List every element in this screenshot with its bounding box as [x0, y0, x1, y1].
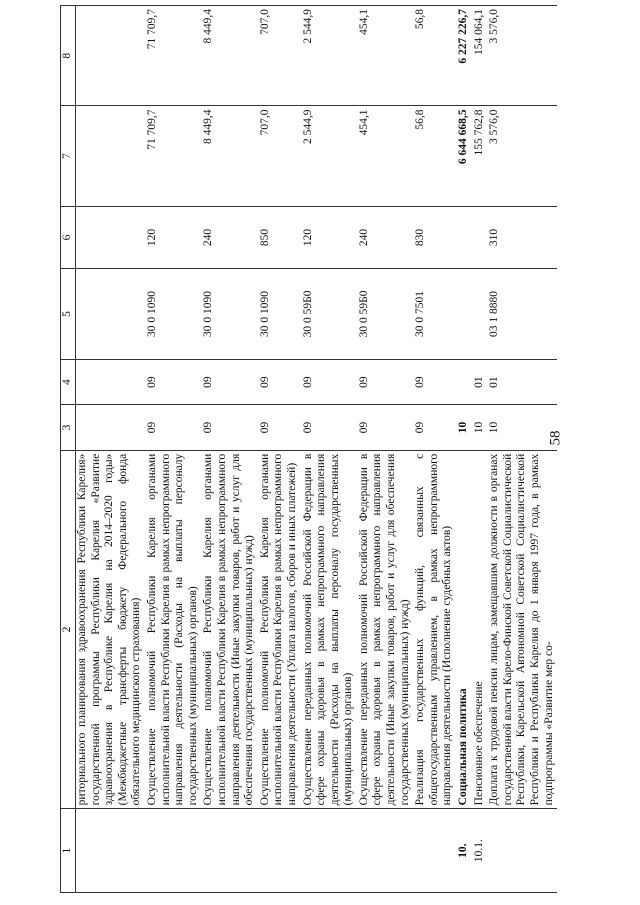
column-header: 5 — [61, 269, 76, 360]
row-number — [487, 809, 557, 893]
row-number — [357, 809, 413, 893]
row-expense-type: 120 — [301, 206, 357, 268]
column-header: 3 — [61, 405, 76, 450]
row-number — [301, 809, 357, 893]
row-section-code: 09 — [145, 359, 201, 404]
row-section-code — [76, 359, 145, 404]
row-amount-2019: 454,1 — [357, 106, 413, 206]
row-section-code — [456, 359, 472, 404]
row-target-code: 03 1 8880 — [487, 269, 557, 360]
row-amount-2019: 707,0 — [258, 106, 301, 206]
row-amount-2020: 707,0 — [258, 6, 301, 106]
row-number: 10. — [456, 809, 472, 893]
row-name: Осуществление полномочий Республики Карелия органами исполнительной власти Республики Карелия в рамках непрограммного направления деятельности (Уплата налогов, сборов и иных платежей) — [258, 450, 301, 809]
row-target-code: 30 0 1090 — [258, 269, 301, 360]
row-ved-code: 10 — [472, 405, 488, 450]
table-row — [258, 6, 301, 893]
row-number — [258, 809, 301, 893]
column-number-header — [61, 6, 76, 893]
row-amount-2019: 71 709,7 — [145, 106, 201, 206]
row-target-code — [456, 269, 472, 360]
row-expense-type: 240 — [201, 206, 257, 268]
row-number: 10.1. — [472, 809, 488, 893]
column-header: 4 — [61, 359, 76, 404]
row-amount-2019 — [76, 106, 145, 206]
column-header: 2 — [61, 450, 76, 809]
budget-table — [60, 5, 557, 893]
row-amount-2019: 155 762,8 — [472, 106, 488, 206]
row-amount-2019: 2 544,9 — [301, 106, 357, 206]
row-amount-2020 — [76, 6, 145, 106]
row-ved-code: 10 — [487, 405, 557, 450]
row-name: Осуществление полномочий Республики Карелия органами исполнительной власти Республики Карелия в рамках непрограммного направления деятельности (Расходы на выплаты персоналу государственных (муниципальных) органов) — [145, 450, 201, 809]
row-ved-code: 09 — [145, 405, 201, 450]
row-target-code: 30 0 7501 — [413, 269, 456, 360]
row-amount-2020: 71 709,7 — [145, 6, 201, 106]
column-header: 8 — [61, 6, 76, 106]
row-target-code: 30 0 59Б0 — [301, 269, 357, 360]
table-row — [472, 6, 488, 893]
table-row — [357, 6, 413, 893]
row-number — [413, 809, 456, 893]
row-amount-2019: 8 449,4 — [201, 106, 257, 206]
table-row — [201, 6, 257, 893]
row-expense-type — [456, 206, 472, 268]
budget-table-container — [60, 5, 622, 893]
row-section-code: 09 — [357, 359, 413, 404]
row-section-code: 09 — [301, 359, 357, 404]
row-amount-2020: 8 449,4 — [201, 6, 257, 106]
row-name: Пенсионное обеспечение — [472, 450, 488, 809]
row-name: Реализация государственных функций, связанных с общегосударственным управлением, в рамках непрограммного направления деятельности (Исполнение судебных актов) — [413, 450, 456, 809]
row-expense-type: 850 — [258, 206, 301, 268]
row-expense-type — [472, 206, 488, 268]
table-body — [76, 6, 558, 893]
row-amount-2020: 6 227 226,7 — [456, 6, 472, 106]
row-target-code: 30 0 1090 — [145, 269, 201, 360]
row-name: Осуществление переданных полномочий Российской Федерации в сфере охраны здоровья в рамках непрограммного направления деятельности (Иные закупки товаров, работ и услуг для обеспечения государственных (муниципальных) нужд) — [357, 450, 413, 809]
row-target-code — [76, 269, 145, 360]
row-name: риториального планирования здравоохранения Республики Карелия» государственной программы Республики Карелия «Развитие здравоохранения в Республике Карелия на 2014–2020 годы» (Межбюджетные трансферты бюджету Федерального фонда обязательного медицинского страхования) — [76, 450, 145, 809]
row-amount-2019: 6 644 668,5 — [456, 106, 472, 206]
row-expense-type: 310 — [487, 206, 557, 268]
row-amount-2020: 3 576,0 — [487, 6, 557, 106]
row-ved-code: 09 — [357, 405, 413, 450]
table-row — [456, 6, 472, 893]
row-amount-2020: 56,8 — [413, 6, 456, 106]
row-amount-2020: 154 064,1 — [472, 6, 488, 106]
row-name: Социальная политика — [456, 450, 472, 809]
row-section-code: 09 — [413, 359, 456, 404]
row-target-code — [472, 269, 488, 360]
table-row — [413, 6, 456, 893]
row-expense-type — [76, 206, 145, 268]
row-section-code: 09 — [258, 359, 301, 404]
row-amount-2019: 56,8 — [413, 106, 456, 206]
row-amount-2019: 3 576,0 — [487, 106, 557, 206]
row-section-code: 09 — [201, 359, 257, 404]
table-row — [76, 6, 145, 893]
row-number — [145, 809, 201, 893]
row-target-code: 30 0 1090 — [201, 269, 257, 360]
table-row — [145, 6, 201, 893]
column-header: 1 — [61, 809, 76, 893]
row-ved-code: 09 — [201, 405, 257, 450]
row-ved-code: 10 — [456, 405, 472, 450]
table-row — [301, 6, 357, 893]
row-expense-type: 830 — [413, 206, 456, 268]
row-number — [201, 809, 257, 893]
row-section-code: 01 — [472, 359, 488, 404]
row-ved-code: 09 — [258, 405, 301, 450]
row-name: Осуществление полномочий Республики Карелия органами исполнительной власти Республики Карелия в рамках непрограммного направления деятельности (Иные закупки товаров, работ и услуг для обеспечения государственных (муниципальных) нужд) — [201, 450, 257, 809]
row-ved-code — [76, 405, 145, 450]
column-header: 7 — [61, 106, 76, 206]
row-name: Осуществление переданных полномочий Российской Федерации в сфере охраны здоровья в рамках непрограммного направления деятельности (Расходы на выплаты персоналу государственных (муниципальных) органов) — [301, 450, 357, 809]
row-ved-code: 09 — [301, 405, 357, 450]
row-name: Доплата к трудовой пенсии лицам, замещавшим должности в органах государственной власти Карело-Финской Советской Социалистической Республики, Карельской Автономной Советской Социалистической Республики и Республики Карелия до 1 января 1997 года, в рамках подпрограммы «Развитие мер со- — [487, 450, 557, 809]
page-number: 58 — [547, 430, 564, 446]
row-ved-code: 09 — [413, 405, 456, 450]
row-amount-2020: 454,1 — [357, 6, 413, 106]
row-target-code: 30 0 59Б0 — [357, 269, 413, 360]
column-header: 6 — [61, 206, 76, 268]
row-expense-type: 240 — [357, 206, 413, 268]
table-row — [487, 6, 557, 893]
row-section-code: 01 — [487, 359, 557, 404]
row-number — [76, 809, 145, 893]
row-amount-2020: 2 544,9 — [301, 6, 357, 106]
row-expense-type: 120 — [145, 206, 201, 268]
